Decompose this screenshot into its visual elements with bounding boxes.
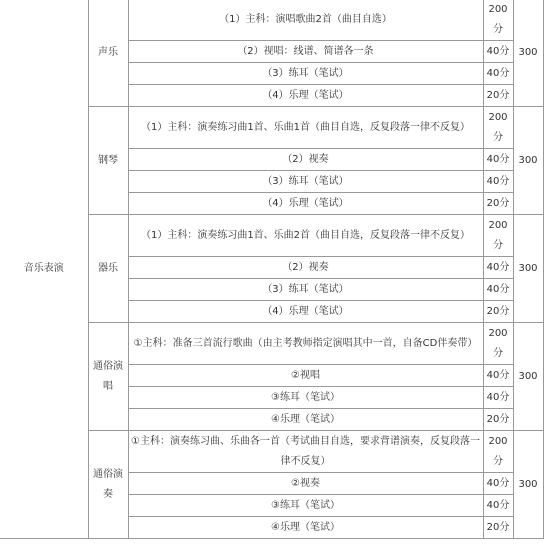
item-score: 40分 (483, 257, 513, 279)
item-description: ④乐理（笔试） (128, 409, 483, 431)
item-description: （2）视唱：线谱、简谱各一条 (128, 41, 483, 63)
item-score: 40分 (483, 495, 513, 517)
item-description: ①主科：演奏练习曲、乐曲各一首（考试曲目自选，要求背谱演奏，反复段落一律不反复） (128, 431, 483, 473)
item-score: 200分 (483, 0, 513, 41)
group-total: 300 (513, 0, 543, 107)
group-total: 300 (513, 107, 543, 215)
item-score: 40分 (483, 365, 513, 387)
item-score: 20分 (483, 301, 513, 323)
item-description: （1）主科：演奏练习曲1首、乐曲2首（曲目自选，反复段落一律不反复） (128, 215, 483, 257)
item-score: 40分 (483, 41, 513, 63)
item-score: 40分 (483, 149, 513, 171)
item-description: （4）乐理（笔试） (128, 193, 483, 215)
item-description: ②视唱 (128, 365, 483, 387)
item-score: 20分 (483, 85, 513, 107)
category-cell: 音乐表演 (0, 0, 88, 539)
item-description: （3）练耳（笔试） (128, 171, 483, 193)
item-description: （3）练耳（笔试） (128, 63, 483, 85)
group-total: 300 (513, 215, 543, 323)
group-name: 通俗演唱 (88, 323, 128, 431)
item-score: 200分 (483, 323, 513, 365)
group-total: 300 (513, 431, 543, 539)
group-total: 300 (513, 323, 543, 431)
item-description: （4）乐理（笔试） (128, 301, 483, 323)
item-score: 40分 (483, 63, 513, 85)
group-name: 通俗演奏 (88, 431, 128, 539)
group-name: 钢琴 (88, 107, 128, 215)
item-description: ④乐理（笔试） (128, 517, 483, 539)
item-description: （2）视奏 (128, 149, 483, 171)
group-name: 声乐 (88, 0, 128, 107)
item-description: ①主科：准备三首流行歌曲（由主考教师指定演唱其中一首，自备CD伴奏带） (128, 323, 483, 365)
item-description: （1）主科：演奏练习曲1首、乐曲1首（曲目自选，反复段落一律不反复） (128, 107, 483, 149)
item-description: （1）主科：演唱歌曲2首（曲目自选） (128, 0, 483, 41)
item-score: 40分 (483, 279, 513, 301)
item-description: （4）乐理（笔试） (128, 85, 483, 107)
item-score: 40分 (483, 473, 513, 495)
item-description: （2）视奏 (128, 257, 483, 279)
item-description: （3）练耳（笔试） (128, 279, 483, 301)
item-description: ②视奏 (128, 473, 483, 495)
item-score: 200分 (483, 431, 513, 473)
item-score: 20分 (483, 193, 513, 215)
item-score: 200分 (483, 107, 513, 149)
group-name: 器乐 (88, 215, 128, 323)
item-score: 20分 (483, 517, 513, 539)
item-description: ③练耳（笔试） (128, 495, 483, 517)
item-score: 40分 (483, 171, 513, 193)
item-score: 200分 (483, 215, 513, 257)
item-score: 20分 (483, 409, 513, 431)
item-description: ③练耳（笔试） (128, 387, 483, 409)
table-row (0, 0, 543, 41)
item-score: 40分 (483, 387, 513, 409)
